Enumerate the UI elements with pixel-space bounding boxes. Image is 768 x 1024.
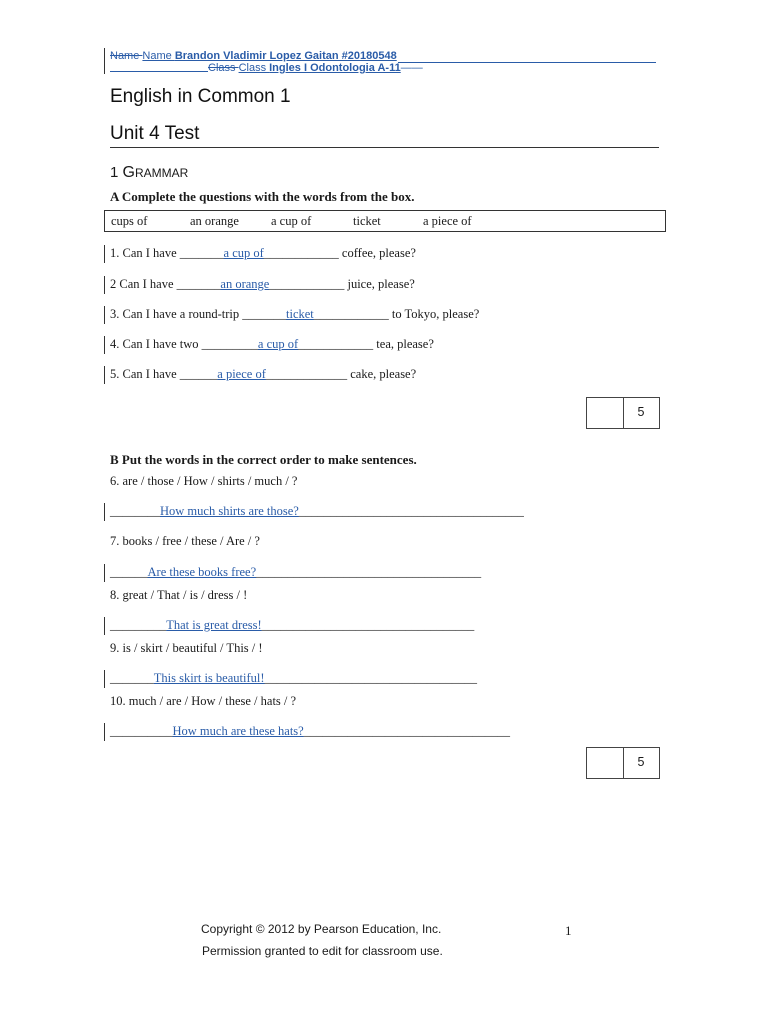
word-box <box>104 210 666 232</box>
title-rule <box>110 147 659 148</box>
question-3: 3. Can I have a round-trip _______ticket____________ to Tokyo, please? <box>110 307 480 321</box>
name-label-struck: Name <box>110 50 143 62</box>
document-subtitle: Unit 4 Test <box>110 123 200 144</box>
copyright: Copyright © 2012 by Pearson Education, Inc. <box>201 922 442 936</box>
word-box-item: ticket <box>353 214 381 228</box>
score-box-a <box>586 397 660 429</box>
answer-field[interactable]: a piece of <box>217 367 266 381</box>
answer-field[interactable]: ticket <box>286 307 314 321</box>
student-name: Brandon Vladimir Lopez Gaitan #20180548 <box>174 50 397 62</box>
class-value: Ingles I Odontologia A-11 <box>269 62 401 74</box>
question-2: 2 Can I have _______an orange____________ juice, please? <box>110 277 415 291</box>
revision-bar <box>104 503 105 521</box>
score-value: 5 <box>637 405 645 419</box>
prompt-9: 9. is / skirt / beautiful / This / ! <box>110 641 263 655</box>
part-b-instruction: B Put the words in the correct order to make sentences. <box>110 452 417 467</box>
permission-notice: Permission granted to edit for classroom use. <box>202 944 443 958</box>
class-label: Class <box>238 62 270 74</box>
prompt-6: 6. are / those / How / shirts / much / ? <box>110 474 298 488</box>
revision-bar <box>104 564 105 582</box>
section-heading: 1 GRAMMAR <box>110 164 189 181</box>
word-box-item: a cup of <box>271 214 312 228</box>
class-line: Class Class Ingles I Odontologia A-11—— <box>208 62 423 74</box>
question-1: 1. Can I have _______a cup of____________ coffee, please? <box>110 246 416 260</box>
answer-line-9: _______This skirt is beautiful!__________________________________ <box>110 671 477 685</box>
revision-bar <box>104 48 105 74</box>
revision-bar <box>104 245 105 263</box>
answer-field[interactable]: That is great dress! <box>166 618 262 632</box>
document-title: English in Common 1 <box>110 86 291 107</box>
revision-bar <box>104 366 105 384</box>
answer-field[interactable]: a cup of <box>223 246 264 260</box>
header-rule <box>398 62 656 63</box>
part-a-instruction: A Complete the questions with the words from the box. <box>110 189 415 204</box>
answer-line-6: ________How much shirts are those?____________________________________ <box>110 504 524 518</box>
revision-bar <box>104 617 105 635</box>
name-line <box>110 50 397 62</box>
revision-bar <box>104 276 105 294</box>
word-box-item: a piece of <box>423 214 472 228</box>
class-leading-line <box>110 71 208 72</box>
revision-bar <box>104 336 105 354</box>
question-5: 5. Can I have ______a piece of_____________ cake, please? <box>110 367 417 381</box>
score-box-b <box>586 747 660 779</box>
score-value: 5 <box>637 755 645 769</box>
prompt-7: 7. books / free / these / Are / ? <box>110 534 260 548</box>
revision-bar <box>104 306 105 324</box>
prompt-8: 8. great / That / is / dress / ! <box>110 588 248 602</box>
answer-field[interactable]: Are these books free? <box>147 565 257 579</box>
answer-line-10: __________How much are these hats?_________________________________ <box>110 724 510 738</box>
answer-field[interactable]: How much shirts are those? <box>160 504 299 518</box>
answer-field[interactable]: an orange <box>220 277 270 291</box>
word-box-item: an orange <box>190 214 239 228</box>
question-4: 4. Can I have two _________a cup of____________ tea, please? <box>110 337 434 351</box>
word-box-item: cups of <box>111 214 148 228</box>
page-number: 1 <box>565 923 572 938</box>
class-label-struck: Class <box>208 62 239 74</box>
answer-line-7: ______Are these books free?____________________________________ <box>110 565 482 579</box>
prompt-10: 10. much / are / How / these / hats / ? <box>110 694 297 708</box>
answer-line-8: _________That is great dress!__________________________________ <box>110 618 475 632</box>
revision-bar <box>104 723 105 741</box>
answer-field[interactable]: How much are these hats? <box>172 724 304 738</box>
answer-field[interactable]: This skirt is beautiful! <box>153 671 265 685</box>
name-label: Name <box>142 50 175 62</box>
answer-field[interactable]: a cup of <box>257 337 299 351</box>
revision-bar <box>104 670 105 688</box>
